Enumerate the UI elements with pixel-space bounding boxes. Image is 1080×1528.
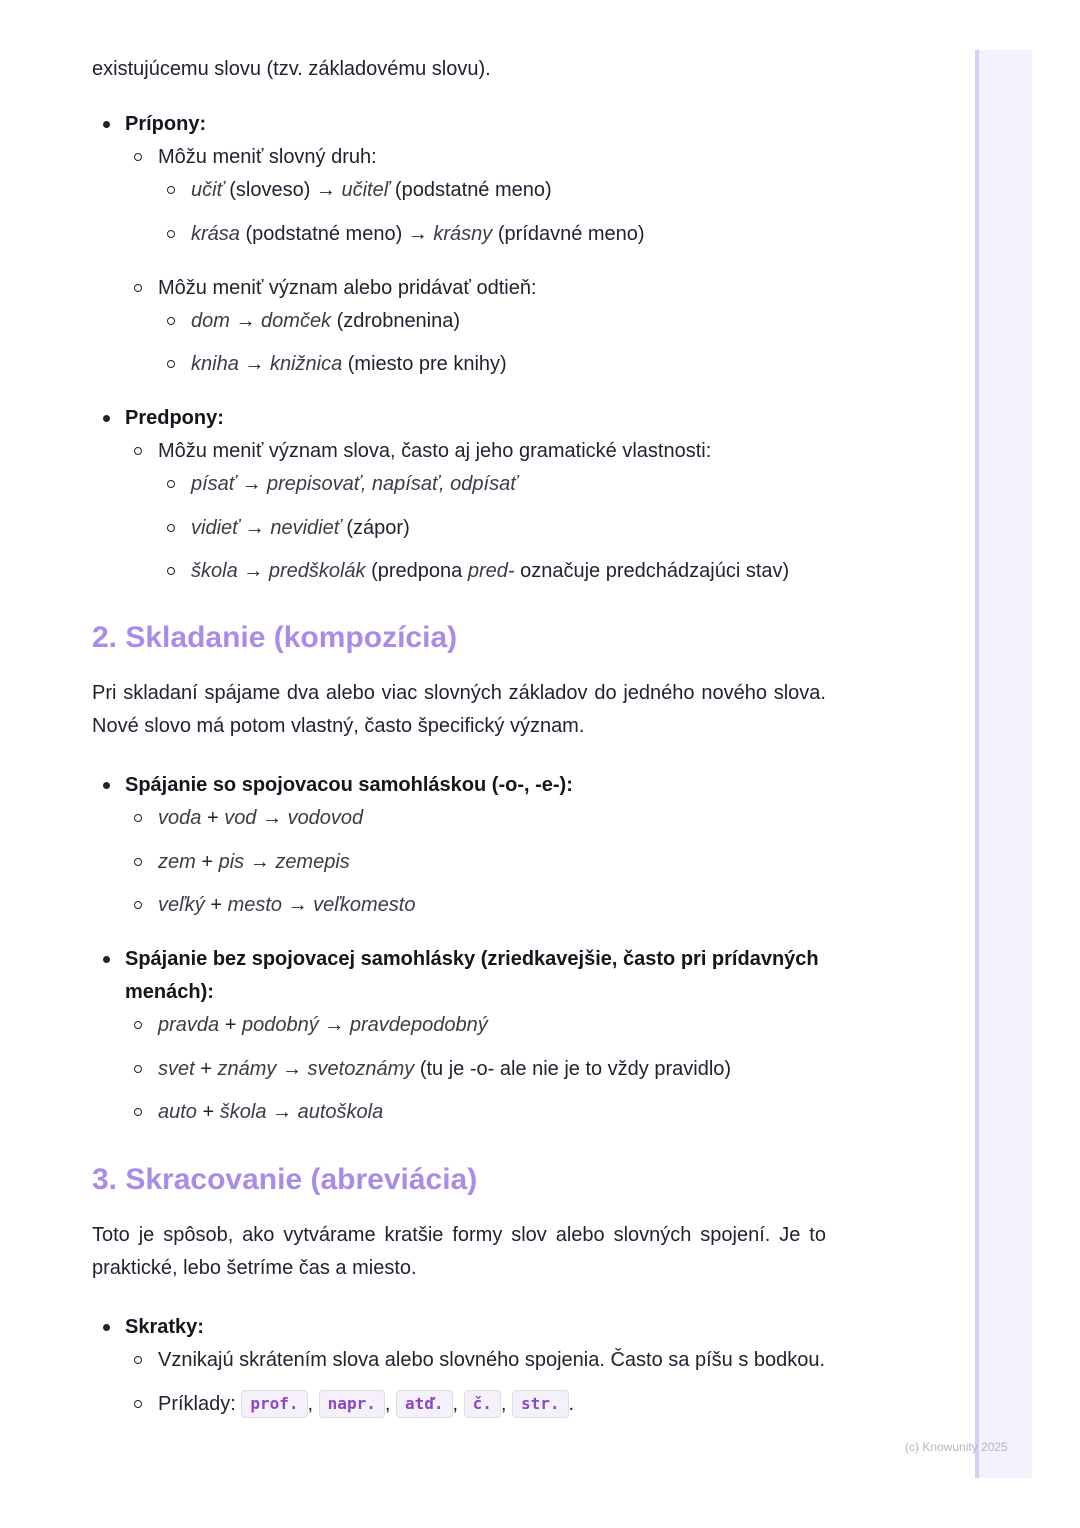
- list-item: krása (podstatné meno) → krásny (prídavné meno): [158, 218, 826, 251]
- list-item-abbreviations: Skratky: Vznikajú skrátením slova alebo slovného spojenia. Často sa píšu s bodkou. Príklady: prof. , napr. , atď. , č. , str. .: [92, 1311, 826, 1421]
- section-2-heading: 2. Skladanie (kompozícia): [92, 621, 458, 654]
- composition-block: [92, 769, 826, 1129]
- suffixes-label: Prípony:: [125, 113, 207, 135]
- code-chip: str.: [512, 1390, 569, 1418]
- list-item-examples: Príklady: prof. , napr. , atď. , č. , str. .: [125, 1388, 826, 1421]
- copyright-footer: (c) Knowunity 2025: [905, 1440, 1008, 1454]
- list-item: Môžu meniť slovný druh: učiť (sloveso) → učiteľ (podstatné meno) krása (podstatné meno) → krásny (prídavné meno): [125, 141, 826, 251]
- code-chip: atď.: [396, 1390, 453, 1418]
- list-item: škola → predškolák (predpona pred- označuje predchádzajúci stav): [158, 555, 826, 588]
- list-item: auto + škola → autoškola: [125, 1096, 826, 1129]
- list-item: Vznikajú skrátením slova alebo slovného spojenia. Často sa píšu s bodkou.: [125, 1344, 826, 1377]
- list-item: vidieť → nevidieť (zápor): [158, 512, 826, 545]
- list-item: voda + vod → vodovod: [125, 802, 826, 835]
- list-item: kniha → knižnica (miesto pre knihy): [158, 348, 826, 381]
- abbreviation-block: [92, 1311, 826, 1421]
- list-item: Môžu meniť význam alebo pridávať odtieň: dom → domček (zdrobnenina) kniha → knižnica (miesto pre knihy): [125, 272, 826, 382]
- prefixes-label: Predpony:: [125, 407, 224, 429]
- list-item: písať → prepisovať, napísať, odpísať: [158, 468, 826, 501]
- word-formation-list: [92, 108, 826, 588]
- section-3-paragraph: Toto je spôsob, ako vytvárame kratšie formy slov alebo slovných spojení. Je to praktické, lebo šetríme čas a miesto.: [92, 1224, 826, 1279]
- list-item-with-vowel: Spájanie so spojovacou samohláskou (-o-, -e-): voda + vod → vodovod zem + pis → zemepis veľký + mesto → veľkomesto: [92, 769, 826, 922]
- side-panel: [975, 50, 1032, 1478]
- code-chip: napr.: [319, 1390, 385, 1418]
- list-item: učiť (sloveso) → učiteľ (podstatné meno): [158, 174, 826, 207]
- code-chip: č.: [464, 1390, 501, 1418]
- list-item-prefixes: [92, 402, 826, 588]
- list-item-without-vowel: Spájanie bez spojovacej samohlásky (zriedkavejšie, často pri prídavných menách): pravda + podobný → pravdepodobný svet + známy → svetoznámy (tu je -o- ale nie je to vždy pravidlo) auto + škola → autoškola: [92, 943, 826, 1129]
- intro-tail: existujúcemu slovu (tzv. základovému slovu).: [92, 58, 491, 80]
- list-item: veľký + mesto → veľkomesto: [125, 889, 826, 922]
- list-item-suffixes: [92, 108, 826, 381]
- list-item: pravda + podobný → pravdepodobný: [125, 1009, 826, 1042]
- list-item: dom → domček (zdrobnenina): [158, 305, 826, 338]
- list-item: svet + známy → svetoznámy (tu je -o- ale nie je to vždy pravidlo): [125, 1053, 826, 1086]
- section-3-heading: 3. Skracovanie (abreviácia): [92, 1163, 478, 1196]
- section-2-paragraph: Pri skladaní spájame dva alebo viac slovných základov do jedného nového slova. Nové slovo má potom vlastný, často špecifický význam.: [92, 682, 826, 737]
- code-chip: prof.: [241, 1390, 307, 1418]
- suffix-prefix-block: [92, 108, 826, 588]
- list-item: zem + pis → zemepis: [125, 846, 826, 879]
- list-item: Môžu meniť význam slova, často aj jeho gramatické vlastnosti: písať → prepisovať, napísať, odpísať vidieť → nevidieť (zápor) škola → predškolák (predpona pred- označuje predchádzajúci stav): [125, 435, 826, 588]
